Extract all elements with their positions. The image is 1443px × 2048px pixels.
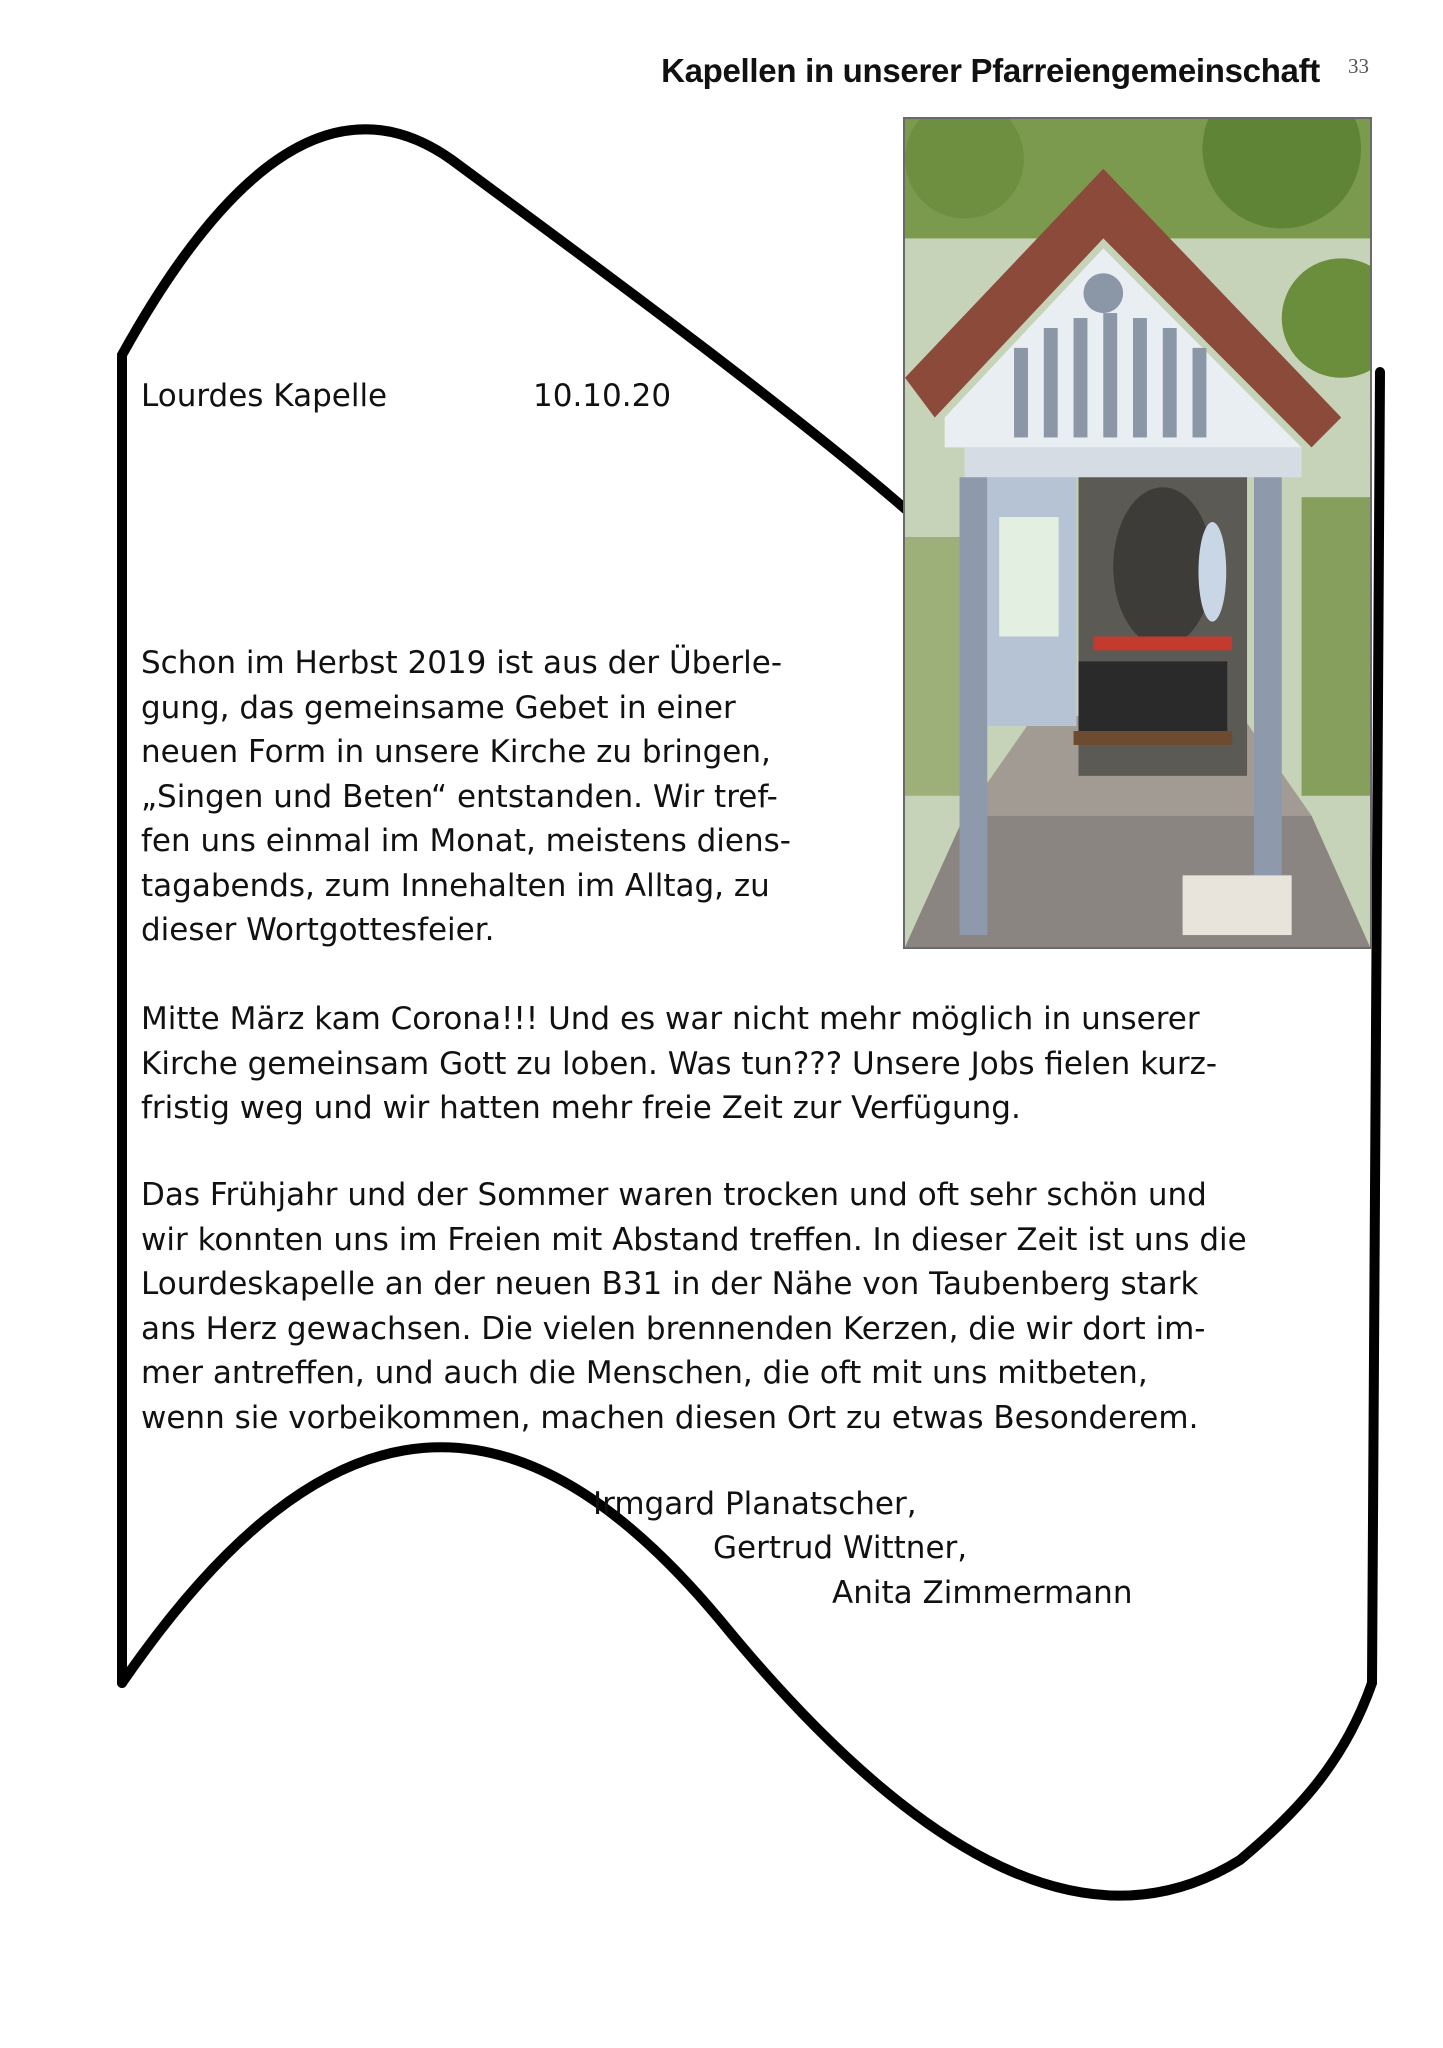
signature-3: Anita Zimmermann: [832, 1575, 1133, 1611]
paragraph-line: „Singen und Beten“ entstanden. Wir tref-: [141, 778, 778, 815]
paragraph-line: fristig weg und wir hatten mehr freie Zeit zur Verfügung.: [141, 1090, 1021, 1126]
page-header-title: Kapellen in unserer Pfarreiengemeinschaft: [661, 52, 1320, 89]
signature-2: Gertrud Wittner,: [713, 1530, 968, 1566]
chapel-name: Lourdes Kapelle: [141, 378, 388, 414]
paragraph-line: Mitte März kam Corona!!! Und es war nicht mehr möglich in unserer: [141, 1001, 1200, 1037]
paragraph-line: fen uns einmal im Monat, meistens diens-: [141, 823, 791, 859]
paragraph-line: Schon im Herbst 2019 ist aus der Überle-: [141, 645, 783, 681]
chapel-photo: [903, 117, 1372, 949]
paragraph-line: ans Herz gewachsen. Die vielen brennenden Kerzen, die wir dort im-: [141, 1310, 1206, 1347]
signature-1: Irmgard Planatscher,: [593, 1486, 917, 1522]
paragraph-line: tagabends, zum Innehalten im Alltag, zu: [141, 867, 770, 904]
paragraph-line: Kirche gemeinsam Gott zu loben. Was tun??? Unsere Jobs fielen kurz-: [141, 1045, 1218, 1082]
paragraph-line: wenn sie vorbeikommen, machen diesen Ort zu etwas Besonderem.: [141, 1399, 1199, 1436]
paragraph-line: gung, das gemeinsame Gebet in einer: [141, 689, 736, 726]
paragraph-line: Lourdeskapelle an der neuen B31 in der Nähe von Taubenberg stark: [141, 1266, 1199, 1302]
paragraph-line: neuen Form in unsere Kirche zu bringen,: [141, 734, 771, 770]
paragraph-line: wir konnten uns im Freien mit Abstand treffen. In dieser Zeit ist uns die: [141, 1221, 1247, 1258]
paragraph-line: dieser Wortgottesfeier.: [141, 912, 495, 948]
article-date: 10.10.20: [533, 378, 672, 414]
paragraph-1: [141, 641, 791, 953]
paragraph-3: [141, 1173, 1247, 1440]
paragraph-2: [141, 997, 1217, 1131]
chapel-photo-icon: [905, 119, 1370, 947]
article-heading: [141, 374, 672, 419]
paragraph-line: mer antreffen, und auch die Menschen, die oft mit uns mitbeten,: [141, 1355, 1148, 1391]
page-number: 33: [1348, 54, 1369, 78]
paragraph-line: Das Frühjahr und der Sommer waren trocken und oft sehr schön und: [141, 1177, 1207, 1213]
